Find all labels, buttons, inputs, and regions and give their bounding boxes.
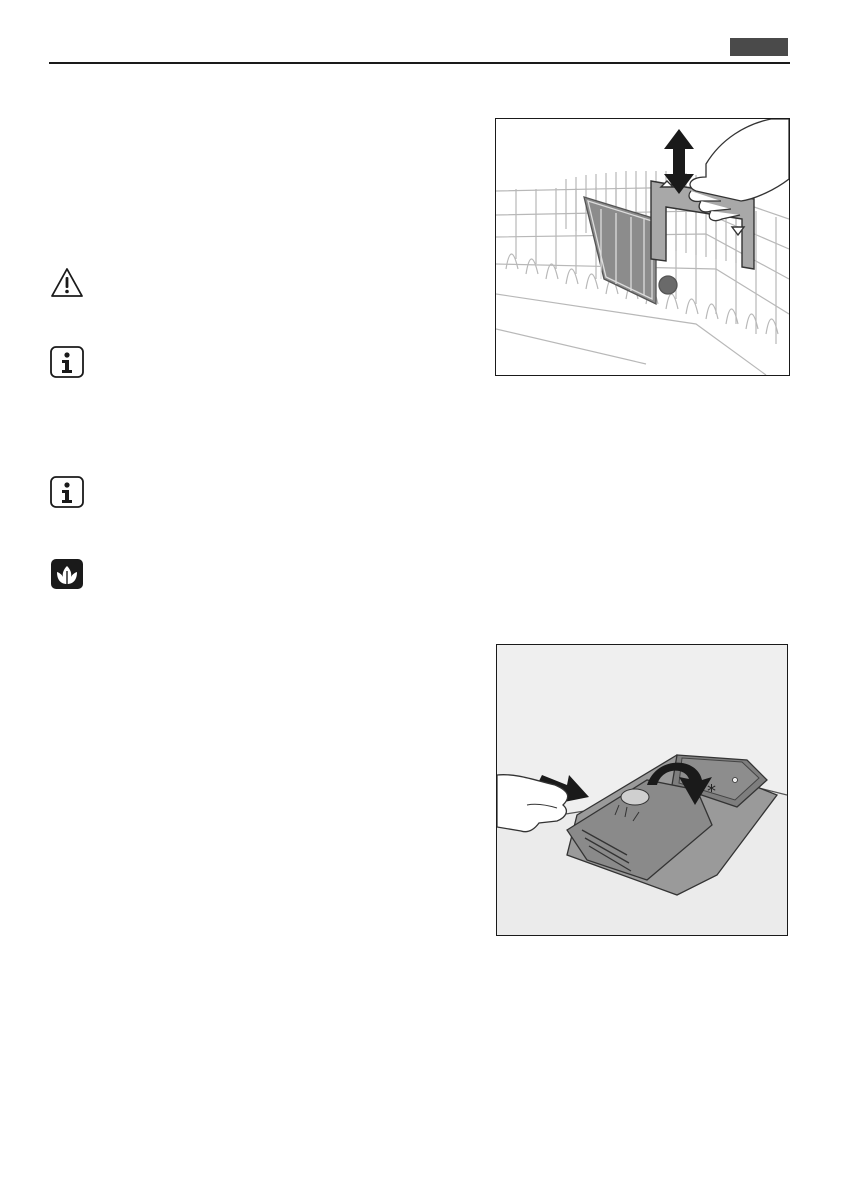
header-rule [49, 62, 790, 64]
environment-icon [49, 557, 85, 591]
info-icon [49, 475, 85, 509]
page-tab-marker [730, 38, 788, 56]
info-icon [49, 345, 85, 379]
warning-icon [49, 266, 85, 300]
detergent-dispenser-figure [496, 644, 788, 936]
svg-text:*: * [707, 781, 716, 802]
cutlery-rack-figure [495, 118, 790, 376]
